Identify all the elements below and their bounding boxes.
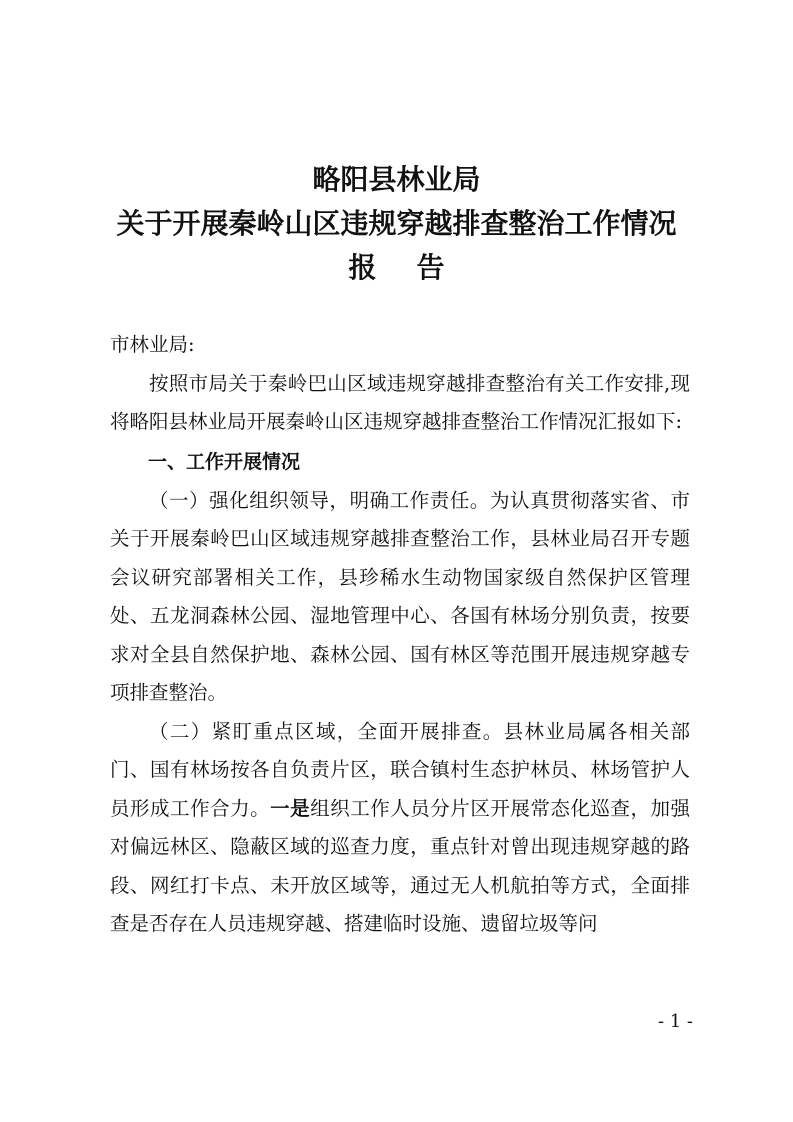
title-line-report: 报告	[348, 251, 485, 284]
paragraph-item-1: （一）强化组织领导，明确工作责任。为认真贯彻落实省、市关于开展秦岭巴山区域违规穿越排查整治工作，县林业局召开专题会议研究部署相关工作，县珍稀水生动物国家级自然保护区管理处、五龙洞森林公园、湿地管理中心、各国有林场分别负责，按要求对全县自然保护地、森林公园、国有林区等范围开展违规穿越专项排查整治。	[110, 488, 690, 704]
document-body	[110, 326, 690, 944]
page-number: - 1 -	[657, 1011, 693, 1032]
paragraph-item-2	[110, 713, 690, 944]
intro-paragraph: 按照市局关于秦岭巴山区域违规穿越排查整治有关工作安排,现将略阳县林业局开展秦岭山区违规穿越排查整治工作情况汇报如下:	[110, 371, 690, 433]
title-line-issuer: 略阳县林业局	[312, 163, 481, 196]
document-title	[0, 158, 793, 290]
section-heading: 一、工作开展情况	[148, 450, 301, 473]
item-2-text-start: （二）紧盯重点区域，全面开展排查。县林业局属各相关部门、国有林场按各自负责片区，联合镇村生态护林员、林场管护人员形成工作合力。	[110, 719, 690, 820]
item-2-bold-marker: 一是	[270, 796, 311, 820]
title-line-subject: 关于开展秦岭山区违规穿越排查整治工作情况	[116, 207, 677, 240]
item-2-text-end: 组织工作人员分片区开展常态化巡查，加强对偏远林区、隐蔽区域的巡查力度，重点针对曾出现违规穿越的路段、网红打卡点、未开放区域等，通过无人机航拍等方式，全面排查是否存在人员违规穿越、搭建临时设施、遗留垃圾等问	[110, 796, 690, 935]
salutation: 市林业局:	[110, 333, 195, 356]
